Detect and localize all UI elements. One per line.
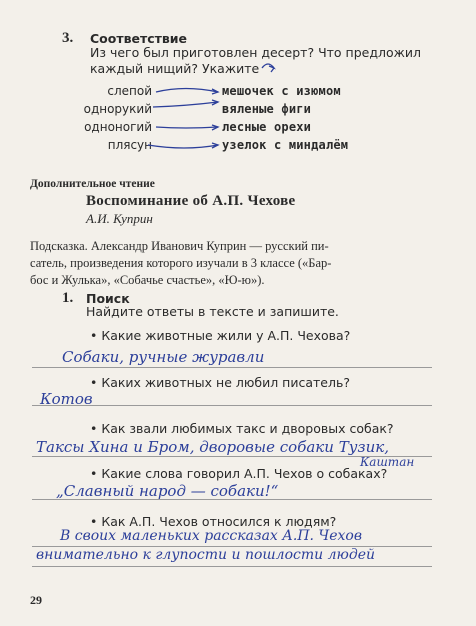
match-right-1: мешочек с изюмом: [222, 84, 341, 98]
match-sample-arrow: [262, 64, 274, 72]
task1-instruction: Найдите ответы в тексте и запишите.: [86, 304, 339, 319]
story-title: Воспоминание об А.П. Чехове: [86, 193, 296, 209]
question-3: • Как звали любимых такс и дворовых собак?: [90, 421, 394, 436]
answer-5-line-2: внимательно к глупости и пошлости людей: [36, 547, 376, 563]
task-number: 3.: [62, 30, 74, 46]
story-author: А.И. Куприн: [86, 211, 153, 226]
task-title: Соответствие: [90, 31, 188, 46]
task1-title: Поиск: [86, 291, 130, 306]
match-line-3: [156, 127, 218, 128]
section-label: Дополнительное чтение: [30, 178, 155, 190]
question-4: • Какие слова говорил А.П. Чехов о собаках?: [90, 466, 388, 481]
question-1: • Какие животные жили у А.П. Чехова?: [90, 328, 351, 343]
task-text-line1: Из чего был приготовлен десерт? Что предложил: [90, 45, 421, 60]
page-number: 29: [30, 593, 42, 607]
match-line-1: [156, 89, 218, 93]
answer-3-line-2: Каштан: [360, 455, 415, 469]
match-left-1: слепой: [107, 84, 152, 98]
task-text-line2: каждый нищий? Укажите: [90, 61, 260, 76]
answer-5-line-1: В своих маленьких рассказах А.П. Чехов: [60, 528, 363, 544]
match-line-2: [153, 102, 218, 107]
hint-line-3: бос и Жулька», «Собачье счастье», «Ю-ю»).: [30, 273, 265, 287]
hint-paragraph: [30, 238, 444, 289]
answer-line-2: [32, 405, 432, 406]
hint-line-2: сатель, произведения которого изучали в 3 классе («Бар-: [30, 256, 332, 270]
answer-2: Котов: [40, 390, 93, 408]
hint-line-1: Подсказка. Александр Иванович Куприн — русский пи-: [30, 239, 329, 253]
match-left-4: плясун: [107, 138, 152, 152]
answer-line-6: [32, 566, 432, 567]
answer-3-line-1: Таксы Хина и Бром, дворовые собаки Тузик,: [36, 438, 389, 456]
match-right-2: вяленые фиги: [222, 102, 312, 116]
task1-number: 1.: [62, 290, 74, 306]
answer-line-4: [32, 499, 432, 500]
match-right-4: узелок с миндалём: [222, 138, 349, 152]
answer-4: „Славный народ — собаки!“: [56, 482, 279, 500]
match-left-2: однорукий: [83, 102, 152, 116]
answer-line-1: [32, 367, 432, 368]
match-left-3: одноногий: [84, 120, 152, 134]
question-5: • Как А.П. Чехов относился к людям?: [90, 514, 337, 529]
match-line-4: [148, 145, 218, 148]
match-right-3: лесные орехи: [222, 120, 312, 134]
question-2: • Каких животных не любил писатель?: [90, 375, 350, 390]
answer-1: Собаки, ручные журавли: [62, 348, 265, 366]
